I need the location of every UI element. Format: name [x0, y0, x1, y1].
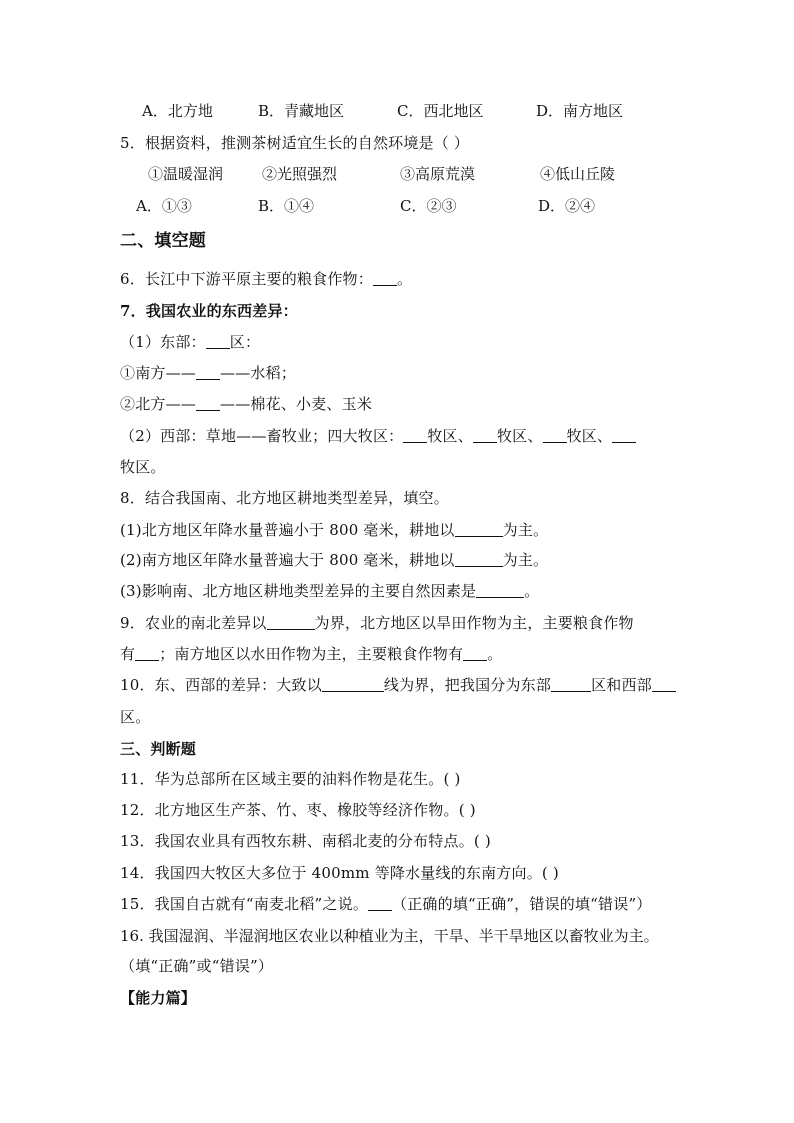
q5-option-b: B．①④ [258, 197, 315, 215]
q8-stem: 8．结合我国南、北方地区耕地类型差异，填空。 [120, 489, 449, 507]
q15-blank[interactable] [368, 895, 392, 911]
q5-option-d: D．②④ [538, 197, 596, 215]
q10-blank-3[interactable] [652, 676, 676, 692]
q10-blank-1[interactable] [322, 676, 384, 692]
q10-blank-2[interactable] [551, 676, 591, 692]
q5-item-3: ③高原荒漠 [400, 165, 476, 183]
q13: 13．我国农业具有西牧东耕、南稻北麦的分布特点。( ) [120, 832, 491, 850]
section-title-true-false: 三、判断题 [120, 740, 197, 758]
q4-option-d: D．南方地区 [536, 102, 624, 120]
q4-option-b: B．青藏地区 [258, 102, 345, 120]
q10-line2: 区。 [120, 708, 151, 726]
q7-pasture-blank-4[interactable] [612, 427, 636, 443]
q10-line1: 10．东、西部的差异：大致以 线为界，把我国分为东部 区和西部 [120, 674, 676, 696]
q5-option-c: C．②③ [400, 197, 457, 215]
q7-title: 7．我国农业的东西差异： [120, 302, 298, 320]
q7-east: （1）东部： 区： [120, 333, 261, 351]
q11: 11．华为总部所在区域主要的油料作物是花生。( ) [120, 770, 461, 788]
q16-line1: 16. 我国湿润、半湿润地区农业以种植业为主，干旱、半干旱地区以畜牧业为主。 [120, 927, 659, 945]
q12: 12．北方地区生产茶、竹、枣、橡胶等经济作物。( ) [120, 801, 476, 819]
q14: 14．我国四大牧区大多位于 400mm 等降水量线的东南方向。( ) [120, 864, 559, 882]
q9-blank-1[interactable] [267, 614, 315, 630]
q7-north: ②北方—— ——棉花、小麦、玉米 [120, 395, 373, 413]
q7-east-blank[interactable] [206, 333, 230, 349]
q9-line1: 9．农业的南北差异以 为界，北方地区以旱田作物为主，主要粮食作物 [120, 614, 634, 632]
q8-part3-blank[interactable] [476, 582, 524, 598]
q7-pasture-blank-3[interactable] [543, 427, 567, 443]
q7-south-blank[interactable] [196, 364, 220, 380]
q4-option-a: A．北方地 [142, 102, 213, 120]
q7-west: （2）西部：草地——畜牧业；四大牧区： 牧区、 牧区、 牧区、 [120, 425, 636, 447]
q5-item-1: ①温暖湿润 [148, 165, 224, 183]
q5-option-a: A．①③ [136, 197, 192, 215]
q5-item-2: ②光照强烈 [262, 165, 338, 183]
q4-option-c: C．西北地区 [397, 102, 484, 120]
q7-pasture-blank-1[interactable] [403, 427, 427, 443]
q9-line2: 有 ；南方地区以水田作物为主，主要粮食作物有 。 [120, 645, 503, 663]
q8-part2: (2)南方地区年降水量普遍大于 800 毫米，耕地以 为主。 [120, 551, 549, 569]
q7-west-end: 牧区。 [120, 458, 166, 476]
q9-blank-3[interactable] [463, 645, 487, 661]
section-title-ability: 【能力篇】 [120, 989, 197, 1007]
q15: 15．我国自古就有“南麦北稻”之说。 （正确的填“正确”，错误的填“错误”） [120, 895, 652, 913]
q6: 6．长江中下游平原主要的粮食作物： 。 [120, 270, 413, 288]
q7-south: ①南方—— ——水稻； [120, 364, 297, 382]
q8-part1-blank[interactable] [455, 521, 503, 537]
q8-part1: (1)北方地区年降水量普遍小于 800 毫米，耕地以 为主。 [120, 521, 549, 539]
q5-stem: 5．根据资料，推测茶树适宜生长的自然环境是（ ） [120, 134, 470, 152]
q7-north-blank[interactable] [196, 395, 220, 411]
section-title-fill-in: 二、填空题 [120, 231, 206, 251]
q8-part3: (3)影响南、北方地区耕地类型差异的主要自然因素是 。 [120, 582, 540, 600]
q7-pasture-blank-2[interactable] [473, 427, 497, 443]
q5-item-4: ④低山丘陵 [540, 165, 616, 183]
q16-line2: （填“正确”或“错误”） [120, 957, 274, 975]
q9-blank-2[interactable] [135, 645, 159, 661]
q8-part2-blank[interactable] [455, 551, 503, 567]
q6-blank[interactable] [373, 270, 397, 286]
